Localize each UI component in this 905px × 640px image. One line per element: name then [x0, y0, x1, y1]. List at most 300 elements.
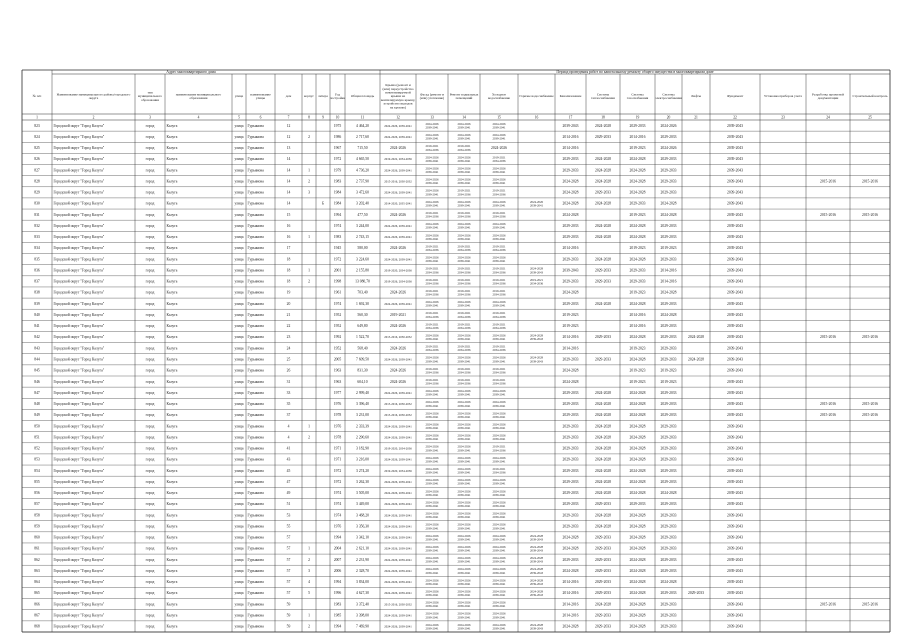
table-cell-area: Городской округ "Город Калуга": [53, 346, 105, 351]
table-cell-sq: 568,40: [357, 346, 368, 351]
table-cell-design: 2015-2016: [820, 402, 836, 407]
table-cell-gas: 2029-2033: [629, 279, 646, 284]
table-cell-st: улица: [234, 402, 244, 407]
table-cell-street: Гурьянова: [247, 524, 264, 529]
table-cell-elec: 2029-2033: [660, 557, 677, 562]
table-cell-n: 833: [34, 235, 40, 240]
table-cell-street: Гурьянова: [247, 301, 264, 306]
table-cell-gas: 2024-2028: [629, 457, 646, 462]
table-cell-elec: 2024-2028: [660, 201, 677, 206]
table-cell-year: 1974: [333, 513, 342, 518]
table-cell-facade: 2024-2026 2039-2041: [425, 333, 439, 342]
table-cell-heat: 2029-2033: [595, 535, 611, 540]
table-cell-street: Гурьянова: [247, 324, 264, 329]
table-cell-basement: 2024-2026 2039-2041: [457, 166, 471, 175]
table-cell-n: 855: [34, 479, 40, 484]
table-cell-sewer: 2029-2033: [562, 468, 579, 473]
table-cell-area: Городской округ "Город Калуга": [53, 390, 105, 395]
table-cell-mun: Калуга: [166, 535, 178, 540]
column-number: 4: [197, 115, 200, 120]
table-cell-year: 1984: [333, 190, 342, 195]
table-cell-n: 864: [34, 580, 40, 585]
table-cell-gas: 2014-2016: [629, 312, 646, 317]
table-cell-house: 51: [286, 502, 291, 507]
table-cell-type: город: [145, 146, 155, 151]
table-cell-street: Гурьянова: [247, 312, 264, 317]
table-cell-roof: 2024-2026, 2039-2041: [384, 624, 412, 629]
table-cell-lift: 2029-2033: [688, 591, 704, 596]
table-cell-heat: 2029-2033: [595, 591, 611, 596]
column-header: наименование муниципального образования: [175, 92, 222, 101]
table-cell-st: улица: [234, 457, 244, 462]
table-cell-facade: 2024-2026 2039-2041: [425, 300, 439, 308]
table-cell-basement: 2024-2026 2039-2041: [457, 133, 471, 141]
table-cell-facade: 2024-2026 2039-2041: [425, 455, 439, 464]
table-cell-facade: 2024-2026 2039-2041: [425, 355, 439, 364]
table-cell-n: 832: [34, 223, 40, 228]
table-cell-roof: 2019-2020, 2034-2036: [384, 446, 412, 451]
table-cell-hot: 2024-2028 2039-2043: [530, 567, 543, 575]
table-cell-elec: 2029-2033: [660, 424, 677, 429]
table-cell-hot: 2024-2028 2039-2043: [530, 333, 543, 342]
table-cell-st: улица: [234, 312, 244, 317]
table-cell-type: город: [145, 513, 155, 518]
table-cell-house: 37: [286, 413, 291, 418]
table-cell-sewer: 2029-2033: [562, 446, 579, 451]
table-cell-found: 2039-2043: [727, 624, 743, 629]
table-cell-sq: 4 464,20: [356, 123, 369, 128]
table-cell-house: 18: [286, 268, 291, 273]
table-cell-n: 845: [34, 368, 40, 373]
table-cell-elec: 2024-2028: [660, 312, 677, 317]
table-cell-year: 1978: [333, 435, 342, 440]
table-cell-heat: 2029-2033: [595, 580, 611, 585]
column-header: Горячее водоснабжение: [519, 94, 554, 99]
table-cell-cold: 2024-2026 2039-2041: [492, 133, 506, 141]
table-cell-facade: 2024-2026 2039-2041: [425, 422, 439, 431]
table-cell-area: Городской округ "Город Калуга": [53, 591, 105, 596]
table-cell-type: город: [145, 379, 155, 384]
table-cell-area: Городской округ "Город Калуга": [53, 134, 105, 139]
table-cell-house: 57: [286, 591, 291, 596]
table-cell-st: улица: [234, 413, 244, 418]
table-cell-found: 2039-2043: [727, 602, 743, 607]
table-cell-n: 858: [34, 513, 40, 518]
table-cell-mun: Калуга: [166, 324, 178, 329]
table-cell-korp: 2: [308, 435, 310, 440]
table-cell-n: 823: [34, 123, 40, 128]
table-cell-gas: 2024-2028: [629, 568, 646, 573]
table-cell-area: Городской округ "Город Калуга": [53, 168, 105, 173]
column-header: Общая площадь: [350, 94, 375, 99]
table-cell-sq: 3 182,90: [356, 446, 369, 451]
table-cell-roof: 2015-2016, 2030-2032: [384, 413, 412, 418]
table-cell-street: Гурьянова: [247, 491, 264, 496]
table-cell-year: 1979: [333, 168, 342, 173]
table-cell-elec: 2029-2033: [660, 568, 677, 573]
table-cell-elec: 2029-2033: [660, 446, 677, 451]
column-header: Ремонт подвальных помещений: [449, 92, 479, 101]
table-cell-gas: 2029-2033: [629, 123, 646, 128]
table-cell-street: Гурьянова: [247, 435, 264, 440]
table-cell-found: 2039-2043: [727, 491, 743, 496]
table-cell-mun: Калуга: [166, 446, 178, 451]
table-cell-found: 2039-2043: [727, 257, 743, 262]
table-cell-heat: 2029-2033: [595, 624, 611, 629]
table-cell-sq: 649,80: [357, 324, 368, 329]
table-cell-st: улица: [234, 301, 244, 306]
table-cell-hot: 2024-2028 2039-2043: [530, 556, 543, 564]
table-cell-n: 865: [34, 591, 40, 596]
table-cell-heat: 2024-2028: [595, 223, 611, 228]
table-cell-sewer: 2029-2033: [562, 301, 579, 306]
table-cell-korp: 2: [308, 179, 310, 184]
table-cell-roof: 2014-2020, 2035-2041: [384, 201, 412, 206]
table-cell-house: 57: [286, 546, 291, 551]
table-cell-control: 2015-2016: [862, 602, 878, 607]
table-cell-hot: 2024-2028 2039-2043: [530, 355, 543, 364]
table-cell-sq: 3 505,00: [356, 491, 369, 496]
table-cell-basement: 2024-2026 2039-2041: [457, 155, 471, 163]
table-cell-street: Гурьянова: [247, 201, 264, 206]
table-cell-n: 828: [34, 179, 40, 184]
period-band-label: Период проведения работ по капитальному ремонту общего имущества в многоквартирном доме: [556, 70, 714, 75]
table-cell-elec: 2029-2033: [660, 390, 677, 395]
table-cell-gas: 2019-2023: [629, 146, 646, 151]
table-cell-n: 840: [34, 312, 40, 317]
table-cell-st: улица: [234, 524, 244, 529]
column-number: 9: [322, 115, 324, 120]
table-cell-type: город: [145, 546, 155, 551]
table-cell-design: 2015-2016: [820, 335, 836, 340]
table-cell-area: Городской округ "Город Калуга": [53, 557, 105, 562]
table-cell-area: Городской округ "Город Калуга": [53, 568, 105, 573]
table-cell-basement: 2024-2026 2039-2041: [457, 600, 471, 609]
table-cell-gas: 2024-2028: [629, 446, 646, 451]
table-cell-house: 26: [286, 368, 291, 373]
table-cell-st: улица: [234, 223, 244, 228]
table-cell-basement: 2024-2026 2039-2041: [457, 199, 471, 208]
table-cell-type: город: [145, 134, 155, 139]
table-cell-house: 59: [286, 613, 291, 618]
table-cell-cold: 2019-2021 2034-2036: [492, 467, 506, 475]
table-cell-cold: 2024-2026 2039-2041: [492, 422, 506, 431]
table-cell-house: 18: [286, 257, 291, 262]
table-cell-sq: 604,10: [357, 379, 368, 384]
table-cell-st: улица: [234, 190, 244, 195]
table-cell-year: 1985: [333, 613, 342, 618]
table-cell-facade: 2024-2026 2039-2041: [425, 478, 439, 486]
table-cell-basement: 2019-2021 2034-2036: [457, 244, 471, 252]
table-cell-heat: 2024-2028: [595, 157, 611, 162]
table-cell-st: улица: [234, 157, 244, 162]
table-cell-sewer: 2029-2033: [562, 390, 579, 395]
table-cell-mun: Калуга: [166, 524, 178, 529]
table-cell-facade: 2024-2026 2039-2041: [425, 489, 439, 497]
table-cell-sq: 831,30: [357, 368, 368, 373]
table-cell-found: 2039-2043: [727, 568, 743, 573]
table-cell-n: 856: [34, 491, 40, 496]
table-cell-house: 12: [286, 123, 291, 128]
table-cell-street: Гурьянова: [247, 190, 264, 195]
table-cell-mun: Калуга: [166, 301, 178, 306]
table-cell-found: 2039-2043: [727, 179, 743, 184]
table-cell-n: 850: [34, 424, 40, 429]
table-cell-found: 2039-2043: [727, 201, 743, 206]
table-cell-elec: 2029-2033: [660, 502, 677, 507]
column-header: дом: [285, 94, 292, 99]
table-cell-year: 1974: [333, 491, 342, 496]
table-cell-cold: 2019-2021 2034-2036: [492, 155, 506, 163]
table-cell-roof: 2024-2026, 2039-2041: [384, 568, 412, 573]
table-cell-n: 846: [34, 379, 40, 384]
table-cell-roof: 2024-2026: [390, 324, 406, 329]
table-cell-street: Гурьянова: [247, 390, 264, 395]
table-cell-year: 2004: [333, 546, 342, 551]
table-cell-elec: 2024-2028: [660, 580, 677, 585]
table-cell-street: Гурьянова: [247, 223, 264, 228]
table-cell-hot: 2024-2026 2039-2041: [530, 199, 543, 208]
table-cell-house: 59: [286, 624, 291, 629]
table-cell-st: улица: [234, 168, 244, 173]
table-cell-cold: 2024-2026 2039-2041: [492, 199, 506, 208]
table-cell-sewer: 2029-2033: [562, 168, 579, 173]
table-cell-street: Гурьянова: [247, 346, 264, 351]
table-cell-korp: 2: [308, 134, 310, 139]
table-cell-mun: Калуга: [166, 290, 178, 295]
table-cell-year: 1972: [333, 479, 342, 484]
table-cell-type: город: [145, 435, 155, 440]
column-number: 21: [694, 115, 698, 120]
table-cell-area: Городской округ "Город Калуга": [53, 624, 105, 629]
table-cell-mun: Калуга: [166, 379, 178, 384]
table-cell-cold: 2019-2021 2034-2036: [492, 311, 506, 319]
table-cell-sewer: 2029-2033: [562, 357, 579, 362]
table-cell-gas: 2024-2028: [629, 513, 646, 518]
table-cell-sewer: 2029-2033: [562, 457, 579, 462]
table-cell-st: улица: [234, 624, 244, 629]
table-cell-sq: 3 398,00: [356, 613, 369, 618]
column-header: Фундамент: [726, 94, 744, 99]
table-cell-house: 16: [286, 223, 291, 228]
table-cell-street: Гурьянова: [247, 535, 264, 540]
table-cell-roof: 2024-2026, 2039-2041: [384, 546, 412, 551]
table-cell-basement: 2024-2026 2039-2041: [457, 455, 471, 464]
column-header: Холодное водоснабжение: [487, 92, 511, 101]
table-cell-sq: 2 737,90: [356, 179, 369, 184]
table-cell-type: город: [145, 190, 155, 195]
table-cell-house: 24: [286, 346, 291, 351]
column-number: 6: [259, 115, 262, 120]
table-cell-heat: 2029-2033: [595, 357, 611, 362]
table-cell-sewer: 2039-2043: [562, 123, 579, 128]
table-cell-found: 2039-2043: [727, 335, 743, 340]
table-cell-korp: 3: [308, 568, 310, 573]
table-cell-type: город: [145, 357, 155, 362]
table-cell-n: 837: [34, 279, 40, 284]
table-cell-roof: 2015-2016, 2030-2032: [384, 179, 412, 184]
table-cell-n: 834: [34, 246, 40, 251]
table-cell-basement: 2019-2021 2034-2036: [457, 144, 471, 152]
table-cell-house: 31: [286, 379, 291, 384]
table-cell-mun: Калуга: [166, 457, 178, 462]
table-cell-korp: 1: [308, 424, 310, 429]
table-cell-found: 2039-2043: [727, 168, 743, 173]
table-cell-gas: 2024-2028: [629, 602, 646, 607]
table-cell-mun: Калуга: [166, 557, 178, 562]
table-cell-facade: 2019-2021 2034-2036: [425, 311, 439, 319]
table-cell-elec: 2029-2033: [660, 546, 677, 551]
table-cell-facade: 2024-2026 2039-2041: [425, 166, 439, 175]
table-cell-found: 2039-2043: [727, 246, 743, 251]
table-cell-roof: 2024-2026, 2039-2041: [384, 390, 412, 395]
table-cell-cold: 2024-2026 2039-2041: [492, 578, 506, 586]
table-cell-roof: 2024-2026, 2039-2041: [384, 134, 412, 139]
table-cell-facade: 2019-2021 2034-2036: [425, 377, 439, 386]
table-cell-basement: 2024-2026 2039-2041: [457, 444, 471, 453]
table-cell-n: 848: [34, 402, 40, 407]
table-cell-mun: Калуга: [166, 123, 178, 128]
table-cell-elec: 2029-2033: [660, 324, 677, 329]
table-cell-mun: Калуга: [166, 268, 178, 273]
table-cell-cold: 2024-2026 2039-2041: [492, 233, 506, 241]
table-cell-cold: 2019-2021 2034-2036: [492, 377, 506, 386]
table-cell-found: 2039-2043: [727, 235, 743, 240]
table-cell-elec: 2029-2033: [660, 346, 677, 351]
table-cell-facade: 2024-2026 2039-2041: [425, 188, 439, 197]
table-cell-korp: 1: [308, 268, 310, 273]
table-cell-control: 2015-2016: [862, 413, 878, 418]
table-cell-heat: 2024-2028: [595, 301, 611, 306]
table-cell-gas: 2024-2028: [629, 413, 646, 418]
table-cell-sq: 715,50: [357, 146, 368, 151]
table-cell-found: 2039-2043: [727, 212, 743, 217]
table-cell-facade: 2024-2026 2039-2041: [425, 611, 439, 620]
table-cell-n: 841: [34, 324, 40, 329]
table-cell-cold: 2024-2026 2039-2041: [492, 544, 506, 553]
table-cell-basement: 2024-2026 2039-2041: [457, 433, 471, 442]
table-cell-year: 1963: [333, 379, 342, 384]
table-cell-house: 14: [286, 168, 291, 173]
table-cell-roof: 2024-2026, 2039-2041: [384, 235, 412, 240]
table-cell-roof: 2024-2026, 2039-2041: [384, 357, 412, 362]
table-cell-roof: 2024-2026: [390, 290, 406, 295]
table-cell-sewer: 2014-2016: [562, 246, 579, 251]
table-cell-street: Гурьянова: [247, 134, 264, 139]
table-cell-area: Городской округ "Город Калуга": [53, 146, 105, 151]
table-cell-roof: 2024-2026, 2039-2041: [384, 502, 412, 507]
table-cell-basement: 2024-2026 2039-2041: [457, 544, 471, 553]
table-cell-type: город: [145, 524, 155, 529]
table-cell-n: 835: [34, 257, 40, 262]
table-cell-sewer: 2024-2028: [562, 535, 579, 540]
table-cell-n: 867: [34, 613, 40, 618]
table-cell-sq: 3 396,40: [356, 402, 369, 407]
table-cell-cold: 2019-2021 2034-2036: [492, 244, 506, 252]
table-cell-type: город: [145, 446, 155, 451]
table-cell-street: Гурьянова: [247, 580, 264, 585]
column-number: 18: [601, 115, 605, 120]
table-cell-area: Городской округ "Город Калуга": [53, 502, 105, 507]
table-cell-st: улица: [234, 502, 244, 507]
table-cell-area: Городской округ "Город Калуга": [53, 491, 105, 496]
column-header: № п/п: [32, 94, 42, 99]
table-cell-found: 2039-2043: [727, 324, 743, 329]
table-cell-found: 2039-2043: [727, 279, 743, 284]
table-cell-heat: 2029-2033: [595, 613, 611, 618]
table-cell-cold: 2024-2026 2039-2041: [492, 433, 506, 442]
table-cell-sewer: 2024-2028: [562, 624, 579, 629]
table-cell-roof: 2015-2016, 2030-2032: [384, 602, 412, 607]
table-cell-mun: Калуга: [166, 402, 178, 407]
table-cell-cold: 2024-2026: [491, 146, 507, 151]
table-cell-type: город: [145, 602, 155, 607]
table-cell-gas: 2024-2028: [629, 223, 646, 228]
table-cell-korp: 1: [308, 546, 310, 551]
table-cell-mun: Калуга: [166, 580, 178, 585]
table-cell-korp: 2: [308, 279, 310, 284]
table-cell-basement: 2024-2026 2039-2041: [457, 233, 471, 241]
table-cell-sq: 560,30: [357, 312, 368, 317]
table-cell-sq: 4 736,20: [356, 168, 369, 173]
table-cell-found: 2039-2043: [727, 134, 743, 139]
table-cell-year: 1974: [333, 223, 342, 228]
table-cell-n: 866: [34, 602, 40, 607]
table-cell-roof: 2024-2026, 2039-2041: [384, 257, 412, 262]
table-cell-street: Гурьянова: [247, 290, 264, 295]
table-cell-sq: 2 999,40: [356, 390, 369, 395]
table-cell-sewer: 2024-2028: [562, 190, 579, 195]
table-cell-cold: 2019-2021 2034-2036: [492, 344, 506, 353]
column-number: 12: [396, 115, 400, 120]
table-cell-area: Городской округ "Город Калуга": [53, 279, 105, 284]
table-cell-n: 831: [34, 212, 40, 217]
table-cell-roof: 2024-2026, 2039-2041: [384, 223, 412, 228]
table-cell-sewer: 2029-2033: [562, 513, 579, 518]
table-cell-street: Гурьянова: [247, 513, 264, 518]
table-cell-sq: 13 080,70: [355, 279, 370, 284]
table-cell-korp: 1: [308, 613, 310, 618]
table-cell-house: 14: [286, 179, 291, 184]
table-cell-found: 2039-2043: [727, 435, 743, 440]
table-cell-hot: 2024-2028 2039-2043: [530, 622, 543, 631]
table-cell-found: 2039-2043: [727, 368, 743, 373]
column-number: 16: [534, 115, 539, 120]
table-cell-street: Гурьянова: [247, 168, 264, 173]
table-cell-year: 1974: [333, 502, 342, 507]
table-cell-facade: 2019-2021 2034-2036: [425, 288, 439, 297]
table-cell-cold: 2019-2021 2034-2036: [492, 288, 506, 297]
table-cell-elec: 2029-2033: [660, 223, 677, 228]
table-cell-cold: 2024-2026 2039-2041: [492, 177, 506, 186]
table-cell-cold: 2024-2026 2039-2041: [492, 333, 506, 342]
table-cell-basement: 2019-2021 2034-2036: [457, 288, 471, 297]
table-cell-year: 2007: [333, 557, 342, 562]
table-cell-cold: 2024-2026 2039-2041: [492, 255, 506, 264]
table-cell-type: город: [145, 157, 155, 162]
table-cell-elec: 2029-2033: [660, 335, 677, 340]
table-cell-area: Городской округ "Город Калуга": [53, 613, 105, 618]
table-cell-sq: 2 621,10: [356, 546, 369, 551]
table-cell-area: Городской округ "Город Калуга": [53, 535, 105, 540]
table-cell-basement: 2024-2026 2039-2041: [457, 400, 471, 408]
table-cell-cold: 2019-2021 2034-2036: [492, 211, 506, 219]
table-cell-hot: 2019-2021 2034-2036: [530, 277, 543, 286]
table-cell-elec: 2029-2033: [660, 457, 677, 462]
table-cell-elec: 2029-2033: [660, 602, 677, 607]
table-cell-design: 2015-2016: [820, 179, 836, 184]
table-cell-mun: Калуга: [166, 435, 178, 440]
